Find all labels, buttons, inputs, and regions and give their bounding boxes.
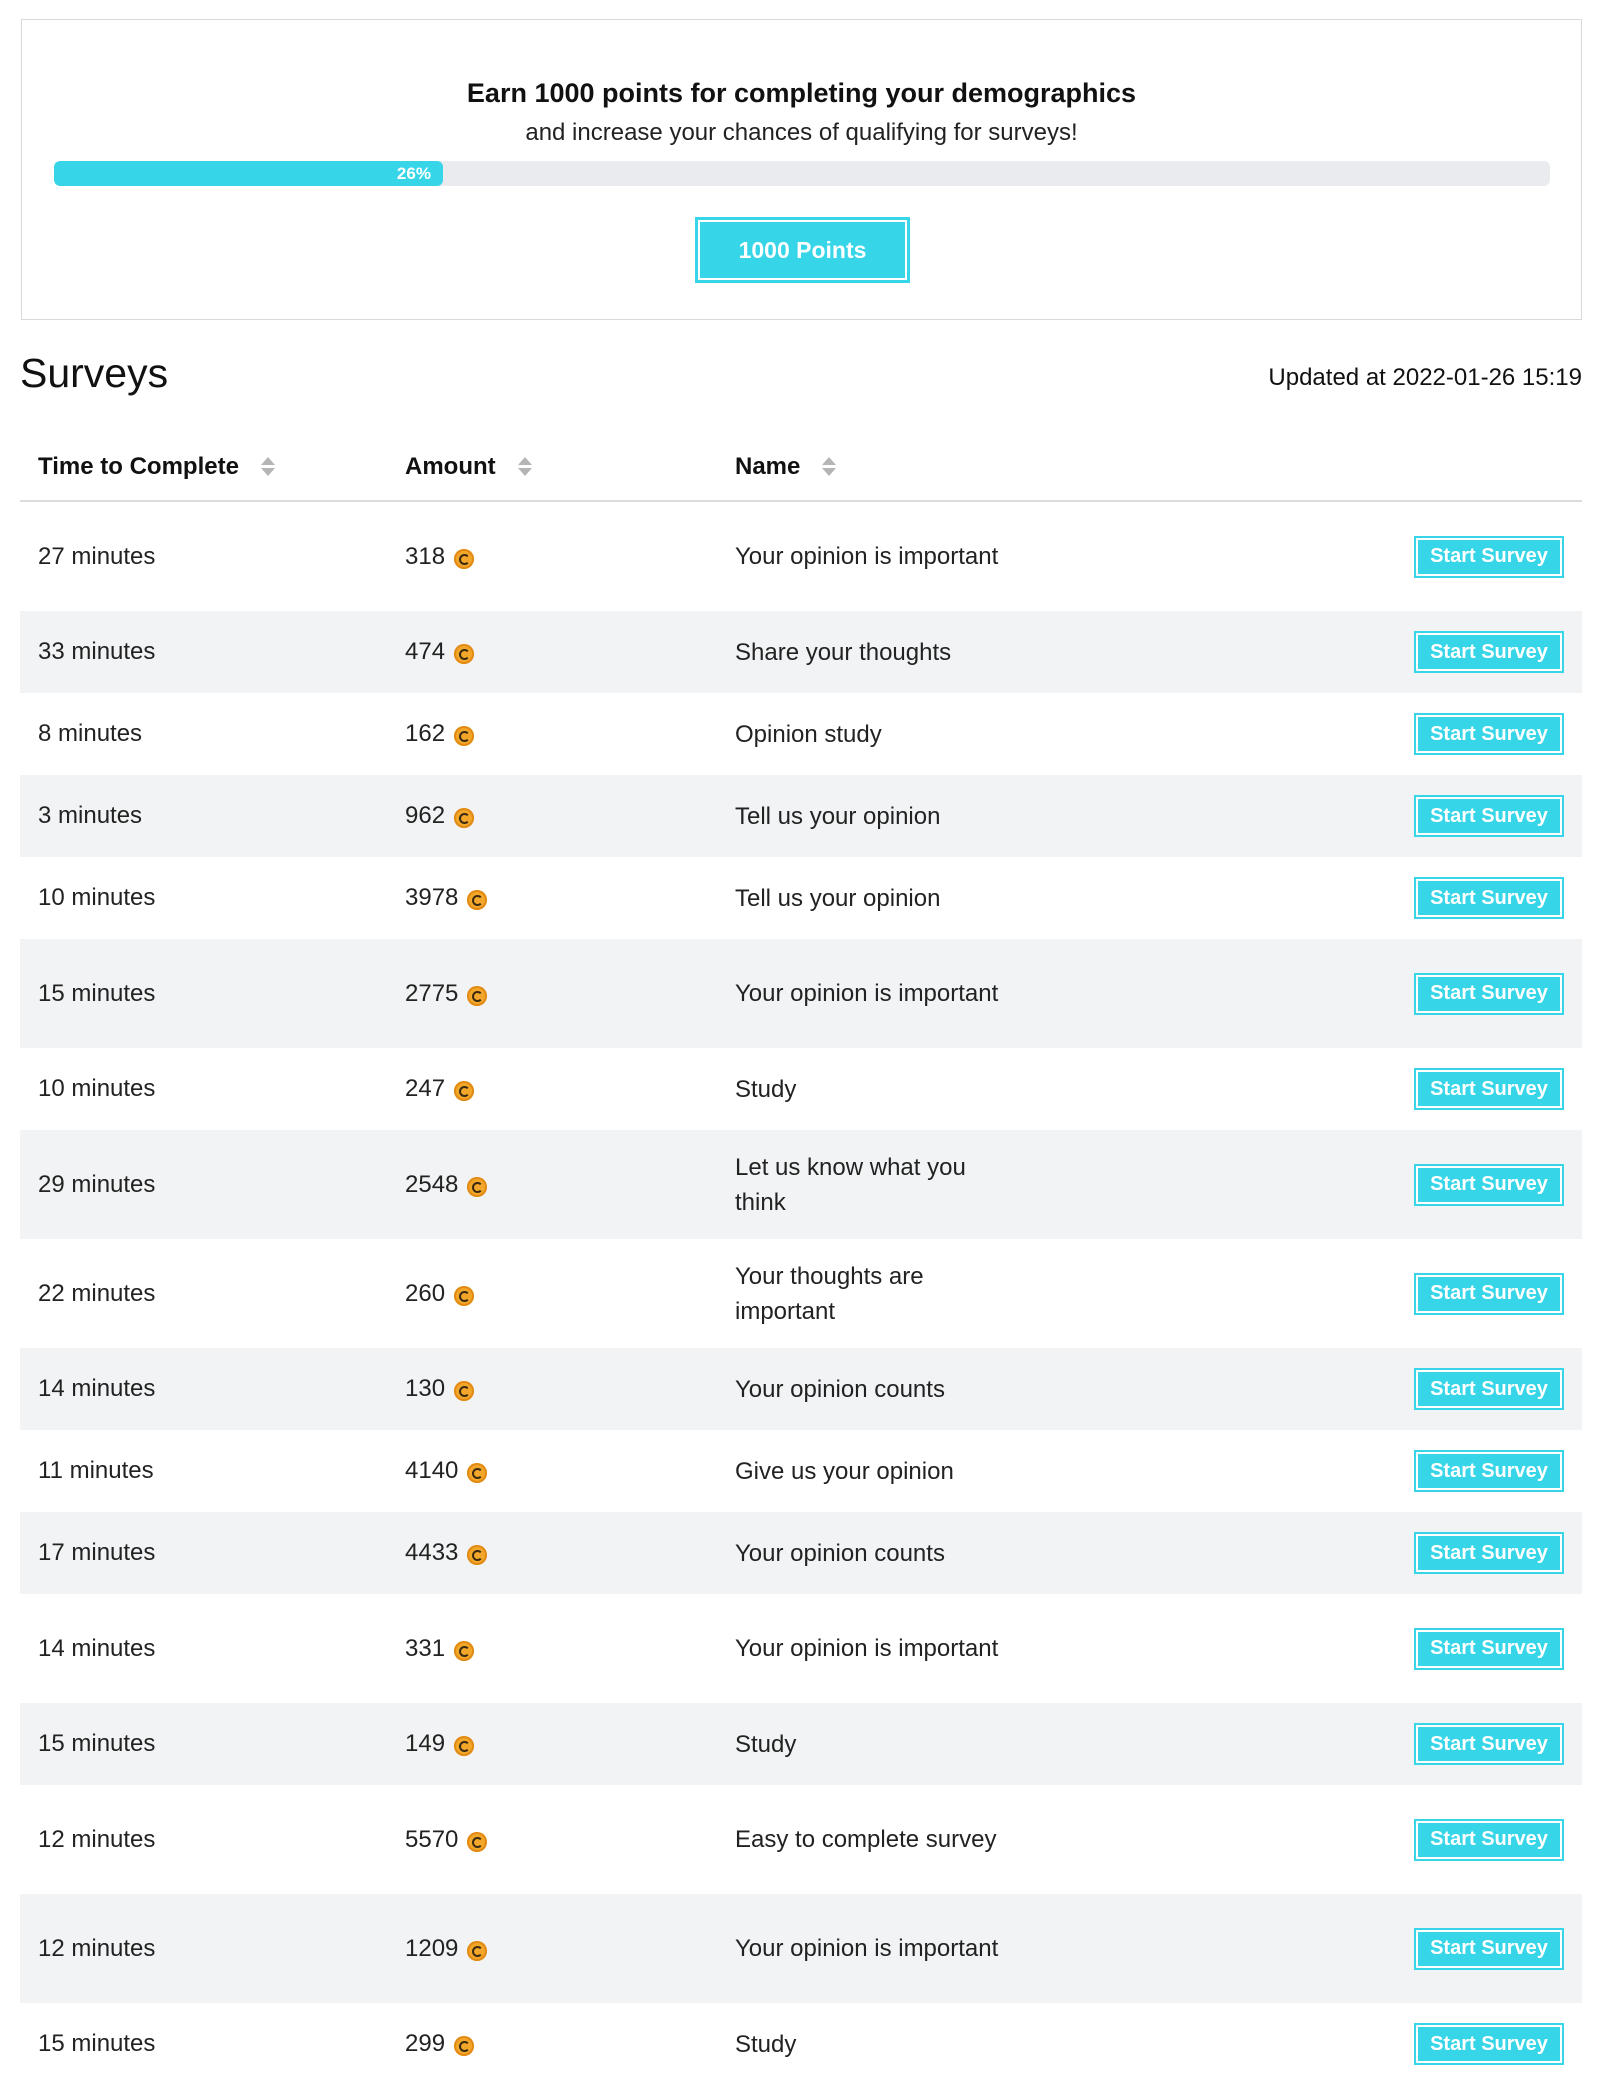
time-cell: 15 minutes bbox=[38, 979, 156, 1007]
coin-icon bbox=[454, 1081, 474, 1101]
coin-icon bbox=[467, 1941, 487, 1961]
amount-cell bbox=[405, 1171, 487, 1199]
name-cell: Your thoughts are important bbox=[735, 1262, 924, 1325]
amount-cell bbox=[405, 720, 474, 748]
start-survey-button[interactable]: Start Survey bbox=[1414, 973, 1564, 1015]
amount-value: 149 bbox=[405, 1730, 446, 1757]
sort-icon[interactable] bbox=[518, 456, 532, 478]
start-survey-button[interactable]: Start Survey bbox=[1414, 2023, 1564, 2065]
time-cell: 29 minutes bbox=[38, 1170, 156, 1198]
amount-value: 4433 bbox=[405, 1539, 459, 1566]
time-cell: 12 minutes bbox=[38, 1934, 156, 1962]
time-cell: 10 minutes bbox=[38, 1075, 156, 1102]
table-row bbox=[20, 1512, 1582, 1594]
demographics-title: Earn 1000 points for completing your demographics bbox=[466, 78, 1137, 108]
table-row bbox=[20, 1130, 1582, 1239]
surveys-heading: Surveys bbox=[20, 350, 169, 396]
start-survey-button[interactable]: Start Survey bbox=[1414, 1068, 1564, 1110]
start-survey-button[interactable]: Start Survey bbox=[1414, 1273, 1564, 1315]
name-cell: Your opinion is important bbox=[735, 543, 999, 570]
surveys-table bbox=[20, 433, 1582, 2085]
time-cell: 3 minutes bbox=[38, 802, 143, 829]
start-survey-button[interactable]: Start Survey bbox=[1414, 713, 1564, 755]
amount-cell bbox=[405, 802, 474, 830]
time-cell: 17 minutes bbox=[38, 1539, 156, 1566]
name-cell: Easy to complete survey bbox=[735, 1826, 997, 1853]
coin-icon bbox=[454, 726, 474, 746]
amount-cell bbox=[405, 980, 487, 1008]
start-survey-button[interactable]: Start Survey bbox=[1414, 1928, 1564, 1970]
table-row bbox=[20, 1348, 1582, 1430]
amount-value: 2775 bbox=[405, 979, 459, 1007]
name-cell: Study bbox=[735, 1075, 797, 1103]
amount-cell bbox=[405, 1280, 474, 1308]
sort-icon[interactable] bbox=[822, 456, 836, 478]
amount-cell bbox=[405, 1826, 487, 1854]
coin-icon bbox=[467, 1177, 487, 1197]
time-cell: 11 minutes bbox=[38, 1457, 154, 1484]
amount-value: 4140 bbox=[405, 1457, 459, 1484]
name-cell: Your opinion counts bbox=[735, 1539, 945, 1567]
column-header-amount[interactable] bbox=[405, 453, 532, 481]
demographics-card bbox=[21, 19, 1582, 320]
start-survey-button[interactable]: Start Survey bbox=[1414, 1164, 1564, 1206]
time-cell: 33 minutes bbox=[38, 638, 156, 665]
name-cell: Study bbox=[735, 2030, 797, 2058]
amount-cell bbox=[405, 1539, 487, 1567]
amount-value: 2548 bbox=[405, 1170, 459, 1198]
amount-cell bbox=[405, 1635, 474, 1663]
table-row bbox=[20, 857, 1582, 939]
amount-value: 474 bbox=[405, 638, 446, 665]
amount-value: 3978 bbox=[405, 884, 459, 911]
coin-icon bbox=[467, 890, 487, 910]
start-survey-button[interactable]: Start Survey bbox=[1414, 1450, 1564, 1492]
coin-icon bbox=[454, 1286, 474, 1306]
table-row bbox=[20, 1430, 1582, 1512]
table-row bbox=[20, 611, 1582, 693]
coin-icon bbox=[454, 2036, 474, 2056]
coin-icon bbox=[454, 644, 474, 664]
amount-value: 318 bbox=[405, 542, 446, 570]
start-survey-button[interactable]: Start Survey bbox=[1414, 1532, 1564, 1574]
sort-icon[interactable] bbox=[261, 456, 275, 478]
coin-icon bbox=[467, 1463, 487, 1483]
amount-value: 162 bbox=[405, 720, 446, 747]
progress-label: 26% bbox=[396, 164, 431, 183]
table-row bbox=[20, 502, 1582, 611]
progress-fill bbox=[54, 161, 443, 186]
amount-cell bbox=[405, 1935, 487, 1963]
name-cell: Tell us your opinion bbox=[735, 802, 941, 830]
name-cell: Your opinion is important bbox=[735, 1935, 999, 1962]
demographics-subtitle: and increase your chances of qualifying for surveys! bbox=[525, 119, 1078, 146]
start-survey-button[interactable]: Start Survey bbox=[1414, 1723, 1564, 1765]
name-cell: Your opinion is important bbox=[735, 1635, 999, 1662]
amount-cell bbox=[405, 884, 487, 912]
name-cell: Your opinion is important bbox=[735, 980, 999, 1007]
name-cell: Share your thoughts bbox=[735, 638, 952, 666]
table-row bbox=[20, 693, 1582, 775]
amount-cell bbox=[405, 1730, 474, 1758]
amount-value: 299 bbox=[405, 2030, 446, 2057]
start-survey-button[interactable]: Start Survey bbox=[1414, 1628, 1564, 1670]
column-header-time[interactable] bbox=[38, 453, 275, 481]
time-cell: 14 minutes bbox=[38, 1634, 156, 1662]
start-survey-button[interactable]: Start Survey bbox=[1414, 631, 1564, 673]
table-row bbox=[20, 2003, 1582, 2085]
amount-value: 331 bbox=[405, 1634, 446, 1662]
name-cell: Give us your opinion bbox=[735, 1457, 954, 1485]
amount-cell bbox=[405, 543, 474, 571]
amount-cell bbox=[405, 2030, 474, 2058]
coin-icon bbox=[454, 1736, 474, 1756]
amount-cell bbox=[405, 1375, 474, 1403]
amount-value: 5570 bbox=[405, 1825, 459, 1853]
name-cell: Study bbox=[735, 1730, 797, 1758]
table-row bbox=[20, 1703, 1582, 1785]
column-header-name[interactable] bbox=[735, 453, 836, 481]
time-cell: 12 minutes bbox=[38, 1825, 156, 1853]
time-cell: 22 minutes bbox=[38, 1279, 156, 1307]
name-cell: Opinion study bbox=[735, 720, 882, 748]
name-cell: Tell us your opinion bbox=[735, 884, 941, 912]
time-cell: 10 minutes bbox=[38, 884, 156, 911]
points-button[interactable]: 1000 Points bbox=[695, 217, 910, 283]
table-row bbox=[20, 939, 1582, 1048]
table-row bbox=[20, 1594, 1582, 1703]
table-body bbox=[20, 502, 1582, 2085]
start-survey-button[interactable]: Start Survey bbox=[1414, 795, 1564, 837]
table-row bbox=[20, 1239, 1582, 1348]
name-cell: Your opinion counts bbox=[735, 1375, 945, 1403]
amount-value: 247 bbox=[405, 1075, 446, 1102]
table-row bbox=[20, 1894, 1582, 2003]
column-header-amount-label: Amount bbox=[405, 453, 496, 480]
demographics-progress-bar bbox=[54, 161, 1550, 186]
time-cell: 14 minutes bbox=[38, 1375, 156, 1402]
amount-value: 260 bbox=[405, 1279, 446, 1307]
name-cell: Let us know what you think bbox=[735, 1153, 966, 1216]
coin-icon bbox=[454, 1381, 474, 1401]
amount-value: 962 bbox=[405, 802, 446, 829]
table-row bbox=[20, 1048, 1582, 1130]
coin-icon bbox=[467, 986, 487, 1006]
table-header bbox=[20, 433, 1582, 502]
updated-timestamp: Updated at 2022-01-26 15:19 bbox=[1268, 364, 1582, 391]
coin-icon bbox=[454, 549, 474, 569]
time-cell: 8 minutes bbox=[38, 720, 143, 747]
coin-icon bbox=[454, 1641, 474, 1661]
start-survey-button[interactable]: Start Survey bbox=[1414, 1368, 1564, 1410]
amount-value: 1209 bbox=[405, 1934, 459, 1962]
start-survey-button[interactable]: Start Survey bbox=[1414, 536, 1564, 578]
amount-cell bbox=[405, 638, 474, 666]
column-header-time-label: Time to Complete bbox=[38, 453, 239, 480]
coin-icon bbox=[467, 1832, 487, 1852]
start-survey-button[interactable]: Start Survey bbox=[1414, 877, 1564, 919]
coin-icon bbox=[454, 808, 474, 828]
amount-cell bbox=[405, 1457, 487, 1485]
column-header-name-label: Name bbox=[735, 453, 801, 480]
table-row bbox=[20, 775, 1582, 857]
amount-value: 130 bbox=[405, 1375, 446, 1402]
time-cell: 27 minutes bbox=[38, 542, 156, 570]
table-row bbox=[20, 1785, 1582, 1894]
start-survey-button[interactable]: Start Survey bbox=[1414, 1819, 1564, 1861]
coin-icon bbox=[467, 1545, 487, 1565]
time-cell: 15 minutes bbox=[38, 1730, 156, 1757]
amount-cell bbox=[405, 1075, 474, 1103]
time-cell: 15 minutes bbox=[38, 2030, 156, 2057]
